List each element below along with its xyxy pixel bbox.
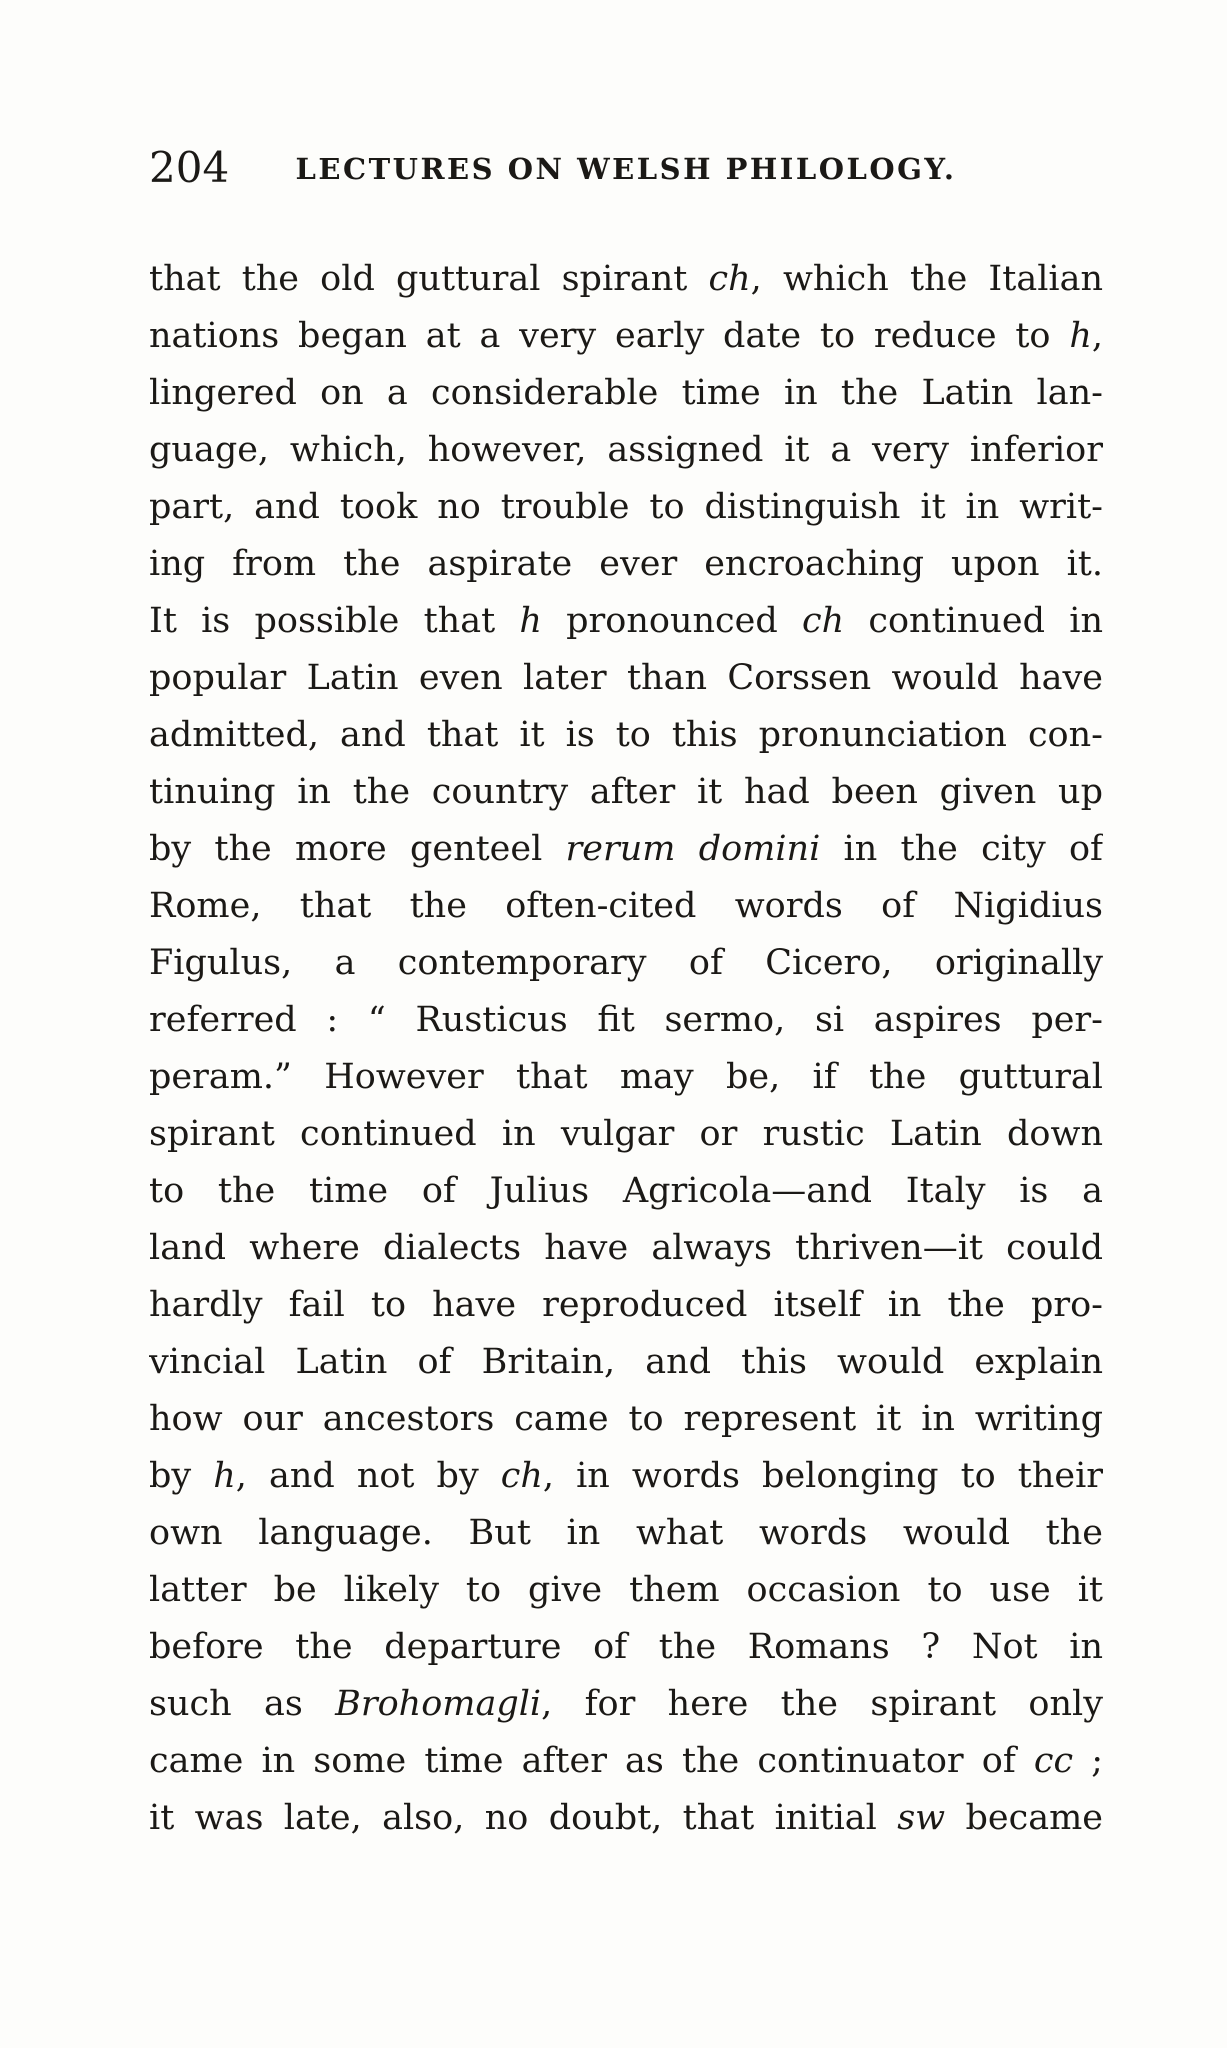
text-segment: in the city of [820,829,1103,869]
italic-word: h [519,601,542,641]
text-segment: , which the Italian [750,259,1103,299]
text-line [149,536,1103,593]
text-segment: ; [1073,1741,1103,1781]
page-body [149,251,1103,1847]
text-segment: tinuing in the country after it had been given up [149,772,1103,812]
text-segment: that the old guttural spirant [149,259,709,299]
text-segment: peram.” However that may be, if the guttural [149,1057,1103,1097]
text-line [149,650,1103,707]
italic-word: sw [897,1798,946,1838]
italic-word: ch [500,1456,543,1496]
text-line [149,1676,1103,1733]
text-segment: nations began at a very early date to reduce to [149,316,1070,356]
text-line [149,1790,1103,1847]
text-line [149,1562,1103,1619]
text-segment: vincial Latin of Britain, and this would explain [149,1342,1103,1382]
italic-word: h [213,1456,236,1496]
text-segment: popular Latin even later than Corssen would have [149,658,1103,698]
text-segment: part, and took no trouble to distinguish it in writ- [149,487,1103,527]
text-line [149,1163,1103,1220]
text-segment: such as [149,1684,336,1724]
text-segment: Rome, that the often-cited words of Nigidius [149,886,1103,926]
text-segment: to the time of Julius Agricola—and Italy is a [149,1171,1103,1211]
text-line [149,1619,1103,1676]
text-segment: lingered on a considerable time in the Latin lan- [149,373,1103,413]
italic-word: ch [801,601,845,641]
italic-word: rerum domini [565,829,821,869]
text-segment: pronounced [541,601,802,641]
page-header [149,143,1103,193]
text-line [149,251,1103,308]
text-line [149,1049,1103,1106]
italic-word: h [1069,316,1092,356]
text-segment: , and not by [235,1456,501,1496]
text-segment: guage, which, however, assigned it a very inferior [149,430,1103,470]
text-line [149,1733,1103,1790]
text-line [149,479,1103,536]
text-segment: came in some time after as the continuator of [149,1741,1034,1781]
text-segment: referred : “ Rusticus fit sermo, si aspires per- [149,1000,1103,1040]
text-line [149,1505,1103,1562]
text-segment: became [945,1798,1103,1838]
text-segment: latter be likely to give them occasion to use it [149,1570,1103,1610]
text-line [149,1277,1103,1334]
text-segment: ing from the aspirate ever encroaching upon it. [149,544,1103,584]
text-line [149,821,1103,878]
text-segment: , in words belonging to their [542,1456,1103,1496]
text-segment: own language. But in what words would the [149,1513,1103,1553]
text-line [149,1106,1103,1163]
text-segment: how our ancestors came to represent it in writing [149,1399,1103,1439]
italic-word: cc [1033,1741,1074,1781]
text-line [149,935,1103,992]
text-line [149,593,1103,650]
text-line [149,992,1103,1049]
text-segment: admitted, and that it is to this pronunciation con- [149,715,1103,755]
text-segment: by the more genteel [149,829,566,869]
text-line [149,878,1103,935]
italic-word: ch [708,259,751,299]
text-line [149,1448,1103,1505]
text-segment: spirant continued in vulgar or rustic Latin down [149,1114,1103,1154]
page-number: 204 [149,143,230,192]
text-line [149,1220,1103,1277]
text-segment: before the departure of the Romans ? Not in [149,1627,1103,1667]
running-title: LECTURES ON WELSH PHILOLOGY. [295,152,957,186]
text-segment: It is possible that [149,601,520,641]
text-segment: continued in [844,601,1103,641]
text-segment: hardly fail to have reproduced itself in the pro- [149,1285,1103,1325]
text-segment: it was late, also, no doubt, that initial [149,1798,898,1838]
text-segment: Figulus, a contemporary of Cicero, originally [149,943,1103,983]
text-line [149,422,1103,479]
text-segment: land where dialects have always thriven—it could [149,1228,1103,1268]
text-line [149,1391,1103,1448]
text-line [149,308,1103,365]
text-segment: , for here the spirant only [541,1684,1103,1724]
text-line [149,707,1103,764]
text-segment: by [149,1456,214,1496]
text-line [149,365,1103,422]
italic-word: Brohomagli [335,1684,542,1724]
text-line [149,764,1103,821]
text-line [149,1334,1103,1391]
text-segment: , [1091,316,1103,356]
